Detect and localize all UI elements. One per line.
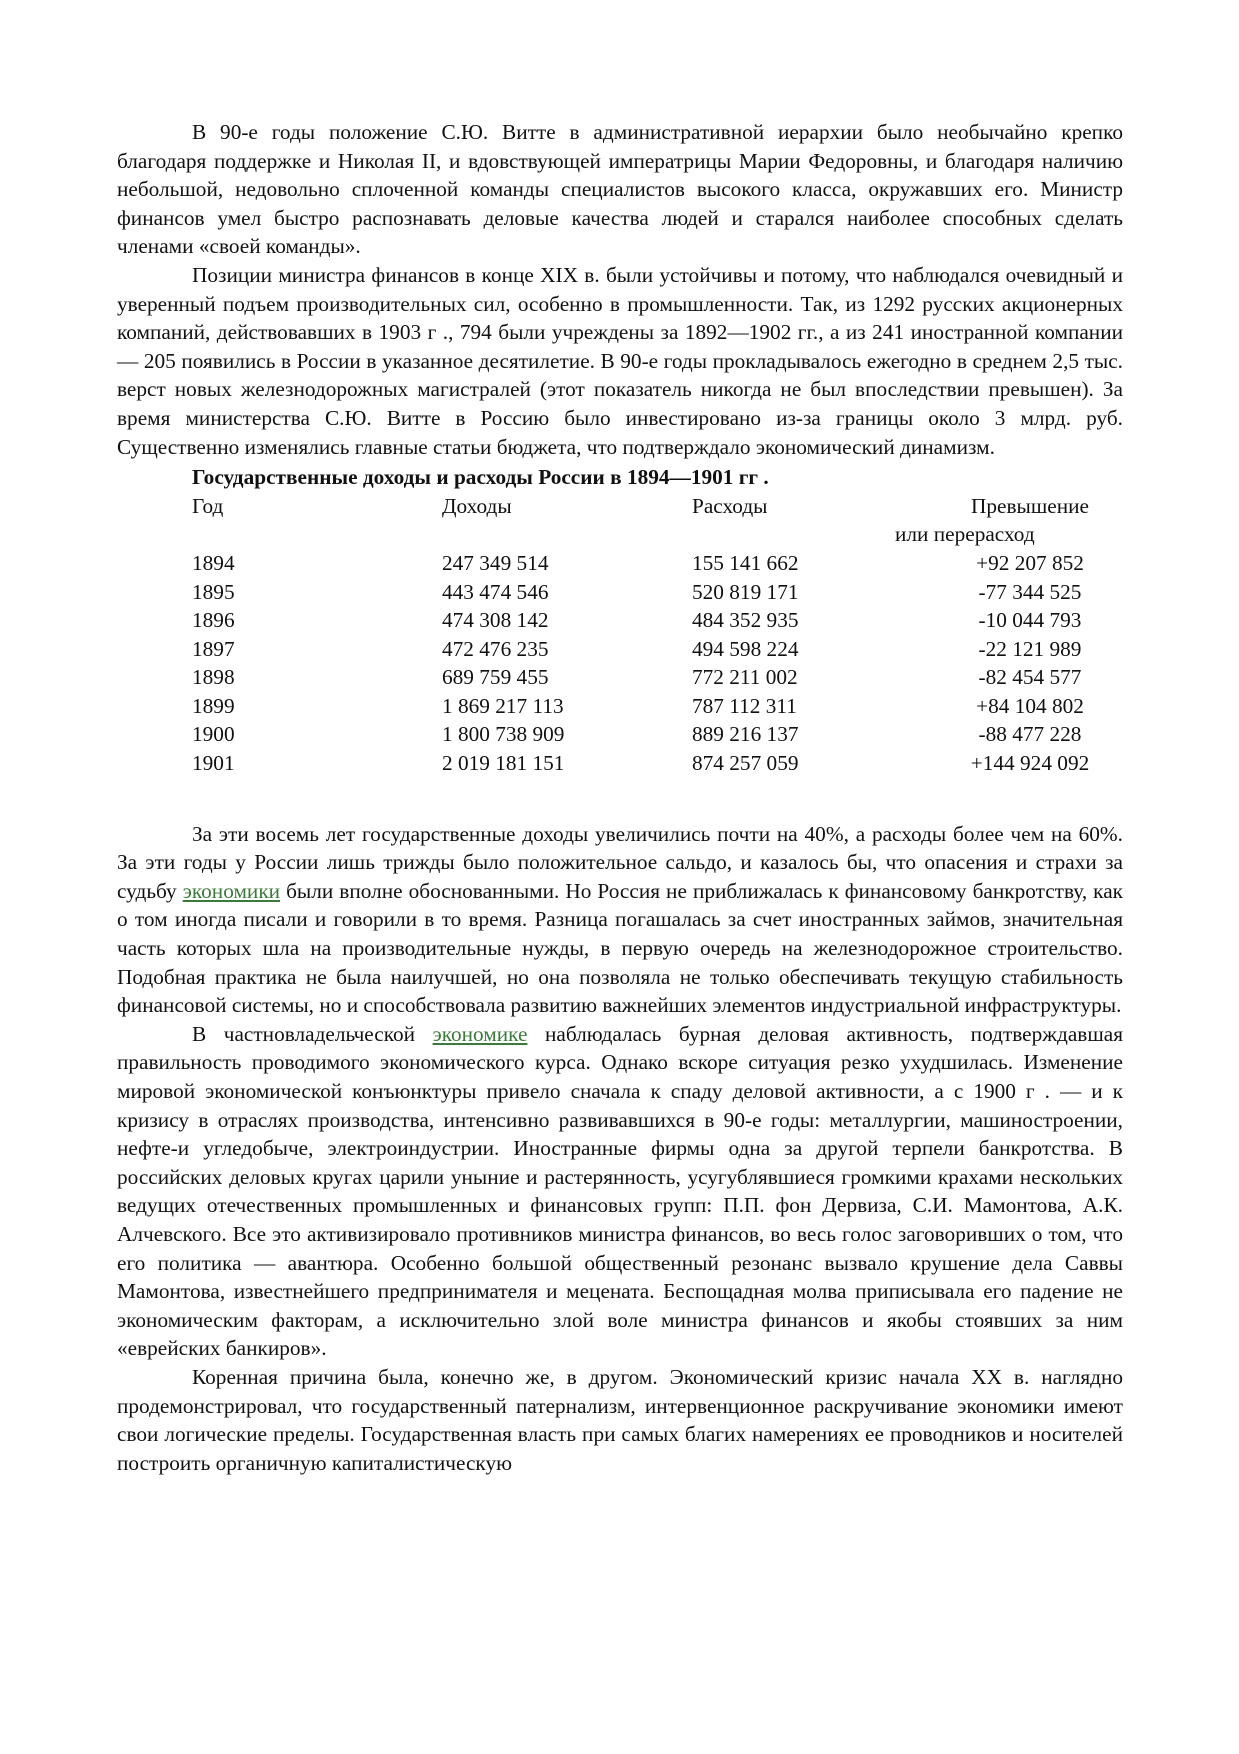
difference-value: +84 104 802 (976, 693, 1084, 718)
cell-income: 472 476 235 (442, 636, 549, 661)
cell-expense: 520 819 171 (692, 579, 799, 604)
header-difference (940, 492, 1120, 521)
header-difference-line2: или перерасход (895, 522, 1035, 547)
difference-value: +92 207 852 (976, 550, 1084, 575)
cell-difference (940, 663, 1120, 692)
cell-expense: 874 257 059 (692, 751, 799, 776)
paragraph-eight-years-text-2: были вполне обоснованными. Но Россия не приближалась к финансовому банкротству, как о том иногда писали и говорили в то время. Разница погашалась за счет иностранных займов, значительная часть которых шла на производительные нужды, в первую очередь на железнодорожное строительство. Подобная практика не была наилучшей, но она позволяла не только обеспечивать текущую стабильность финансовой системы, но и способствовала развитию важнейших элементов индустриальной инфраструктуры. (117, 878, 1123, 1018)
difference-value: -88 477 228 (978, 722, 1082, 747)
cell-difference (940, 635, 1120, 664)
budget-table (192, 492, 1120, 778)
difference-value: -22 121 989 (978, 636, 1082, 661)
cell-income: 1 800 738 909 (442, 722, 565, 747)
link-ekonomike[interactable]: экономике (432, 1021, 528, 1046)
cell-year: 1900 (192, 722, 235, 747)
cell-difference (940, 549, 1120, 578)
cell-year: 1896 (192, 608, 235, 633)
table-row (192, 578, 1120, 607)
difference-value: -10 044 793 (978, 608, 1082, 633)
cell-difference (940, 720, 1120, 749)
table-row (192, 663, 1120, 692)
cell-income: 443 474 546 (442, 579, 549, 604)
cell-year: 1895 (192, 579, 235, 604)
paragraph-eight-years (117, 820, 1123, 1020)
table-row (192, 635, 1120, 664)
cell-expense: 772 211 002 (692, 665, 798, 690)
difference-value: +144 924 092 (970, 751, 1090, 776)
header-year: Год (192, 493, 224, 518)
cell-difference (940, 749, 1120, 778)
table-body (192, 549, 1120, 778)
cell-income: 1 869 217 113 (442, 693, 564, 718)
paragraph-private-economy-text-2: наблюдалась бурная деловая активность, подтверждавшая правильность проводимого экономического курса. Однако вскоре ситуация резко ухудшилась. Изменение мировой экономической конъюнктуры привело сначала к спаду деловой активности, а с 1900 г . — и к кризису в отраслях производства, интенсивно развивавшихся в 90-е годы: металлургии, машиностроении, нефте-и угледобыче, электроиндустрии. Иностранные фирмы одна за другой терпели банкротства. В российских деловых кругах царили уныние и растерянность, усугублявшиеся громкими крахами нескольких ведущих отечественных промышленных и финансовых групп: П.П. фон Дервиза, С.И. Мамонтова, А.К. Алчевского. Все это активизировало противников министра финансов, во весь голос заговоривших о том, что его политика — авантюра. Особенно большой общественный резонанс вызвало крушение дела Саввы Мамонтова, известнейшего предпринимателя и мецената. Беспощадная молва приписывала его падение не экономическим факторам, а исключительно злой воле министра финансов и якобы стоявших за ним «еврейских банкиров». (117, 1021, 1123, 1361)
table-header-row (192, 492, 1120, 521)
table-row (192, 720, 1120, 749)
cell-income: 247 349 514 (442, 550, 549, 575)
cell-year: 1897 (192, 636, 235, 661)
cell-year: 1898 (192, 665, 235, 690)
cell-expense: 494 598 224 (692, 636, 799, 661)
cell-income: 689 759 455 (442, 665, 549, 690)
table-title: Государственные доходы и расходы России в 1894—1901 гг . (192, 465, 769, 490)
paragraph-private-economy (117, 1020, 1123, 1363)
cell-difference (940, 692, 1120, 721)
cell-year: 1894 (192, 550, 235, 575)
table-header-row-2 (192, 520, 1120, 549)
cell-expense: 787 112 311 (692, 693, 797, 718)
difference-value: -77 344 525 (978, 579, 1082, 604)
paragraph-private-economy-text-1: В частновладельческой (192, 1021, 433, 1046)
header-difference-line1: Превышение (971, 493, 1089, 518)
table-row (192, 549, 1120, 578)
paragraph-root-cause: Коренная причина была, конечно же, в другом. Экономический кризис начала XX в. наглядно продемонстрировал, что государственный патернализм, интервенционное раскручивание экономики имеют свои логические пределы. Государственная власть при самых благих намерениях ее проводников и носителей построить органичную капиталистическую (117, 1364, 1123, 1475)
table-row (192, 692, 1120, 721)
header-income: Доходы (442, 493, 512, 518)
cell-expense: 889 216 137 (692, 722, 799, 747)
cell-expense: 155 141 662 (692, 550, 799, 575)
table-row (192, 606, 1120, 635)
cell-income: 2 019 181 151 (442, 751, 565, 776)
cell-expense: 484 352 935 (692, 608, 799, 633)
paragraph-witte-position: В 90-е годы положение С.Ю. Витте в административной иерархии было необычайно крепко благодаря поддержке и Николая II, и вдовствующей императрицы Марии Федоровны, и благодаря наличию небольшой, недовольно сплоченной команды специалистов высокого класса, окружавших его. Министр финансов умел быстро распознавать деловые качества людей и старался наиболее способных сделать членами «своей команды». (117, 120, 1123, 259)
paragraph-eight-years-text-1: За эти восемь лет государственные доходы увеличились почти на 40%, а расходы более чем на 60%. За эти годы у России лишь трижды было положительное сальдо, и казалось бы, что опасения и страхи за судьбу (117, 821, 1123, 903)
paragraph-finance-minister: Позиции министра финансов в конце XIX в. были устойчивы и потому, что наблюдался очевидный и уверенный подъем производительных сил, особенно в промышленности. Так, из 1292 русских акционерных компаний, действовавших в 1903 г ., 794 были учреждены за 1892—1902 гг., а из 241 иностранной компании — 205 появились в России в указанное десятилетие. В 90-е годы прокладывалось ежегодно в среднем 2,5 тыс. верст новых железнодорожных магистралей (этот показатель никогда не был впоследствии превышен). За время министерства С.Ю. Витте в Россию было инвестировано из-за границы около 3 млрд. руб. Существенно изменялись главные статьи бюджета, что подтверждало экономический динамизм. (117, 262, 1123, 459)
table-row (192, 749, 1120, 778)
header-expense: Расходы (692, 493, 768, 518)
link-ekonomiki[interactable]: экономики (182, 878, 281, 903)
document-page (117, 118, 1123, 1477)
cell-year: 1899 (192, 693, 235, 718)
cell-year: 1901 (192, 751, 235, 776)
cell-income: 474 308 142 (442, 608, 549, 633)
cell-difference (940, 578, 1120, 607)
table-spacer (117, 778, 1123, 820)
difference-value: -82 454 577 (978, 665, 1082, 690)
cell-difference (940, 606, 1120, 635)
